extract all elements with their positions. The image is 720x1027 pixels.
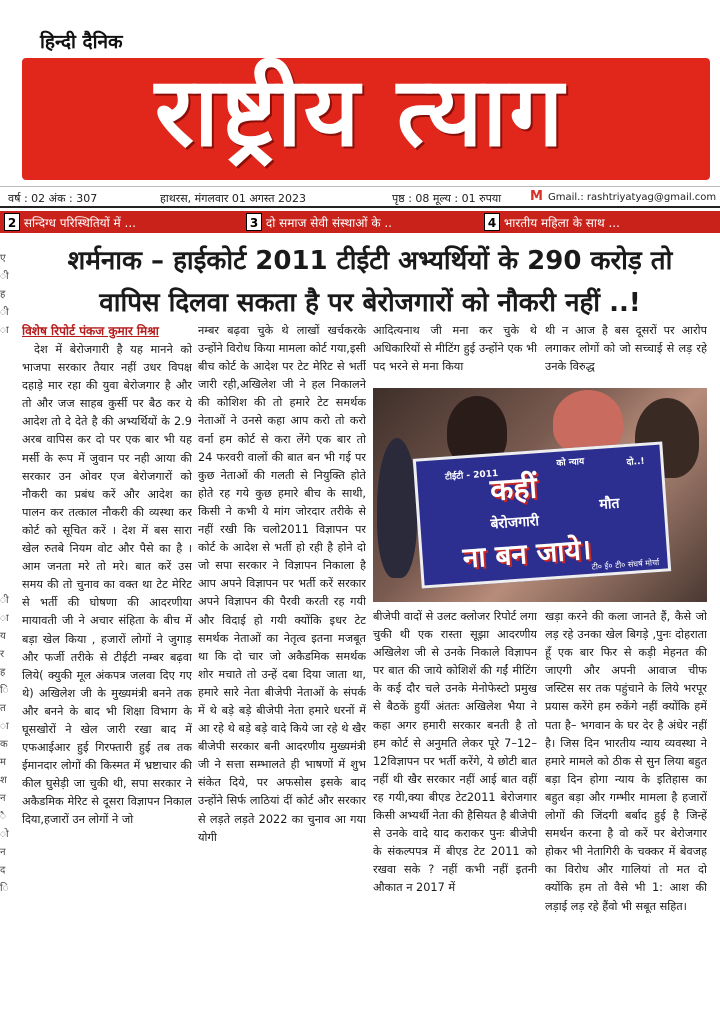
issue-number: वर्ष : 02 अंक : 307 [8, 192, 98, 205]
margin-fragment: ए [0, 253, 6, 264]
banner-text: दो..! [626, 456, 645, 468]
banner-text: को न्याय [556, 456, 585, 469]
masthead-title: राष्ट्रीय त्याग [154, 56, 566, 168]
teaser-item[interactable] [484, 211, 620, 233]
email-address[interactable]: Gmail.: rashtriyatyag@gmail.com [548, 192, 717, 203]
teaser-item[interactable] [4, 211, 136, 233]
teaser-text: सन्दिग्ध परिस्थितियों में ... [23, 216, 136, 230]
article-text-col3-top: आदित्यनाथ जी मना कर चुके थे अधिकारियों से मीटिंग हुई उन्होंने एक भी पद भरने से मना किया [373, 324, 537, 374]
article-column-3-bottom [373, 608, 537, 1027]
margin-fragment: ह [0, 289, 6, 300]
article-text-col3-bottom: बीजेपी वादों से उलट क्लोजर रिपोर्ट लगा चुकी थी एक रास्ता सूझा आदरणीय अखिलेश जी से उनके निकाले विज्ञापन पर बात की जाये कोशिशें की गईं मीटिंग के कई दौर चले उनके मेनोफेस्टो प्रमुख से बैठकें हुयीं अंततः अखिलेश भैया ने कहा अगर हमारी सरकार बनती है तो हम कोर्ट से अनुमति लेकर पूरे 7–12–12विज्ञापन पर भर्ती करेंगे, ये छोटी बात नहीं थी खैर सरकार नहीं आई बात वहीं रह गयी,क्या बीएड टेट2011 बेरोजगार किसी अभ्यर्थी नेता की हैसियत है बीजेपी से उनके वादे याद कराकर पुनः बीजेपी के संकल्पपत्र में बीएड टेट 2011 को रखवा सके ? नहीं कभी नहीं इतनी औकात न 2017 में [373, 610, 537, 895]
left-margin-fragments [0, 240, 12, 1027]
margin-fragment: न [0, 793, 6, 804]
banner-text: मौत [598, 495, 620, 513]
headline-line-2: वापिस दिलवा सकता है पर बेरोजगारों को नौकरी नहीं ..! [99, 288, 641, 318]
teaser-page-number: 2 [4, 213, 20, 231]
teaser-text: दो समाज सेवी संस्थाओं के .. [265, 216, 392, 230]
article-text-col4-top: थी न आज है बस दूसरों पर आरोप लगाकर लोगों को जो सच्चाई से लड़ रहे उनके विरुद्ध [545, 324, 707, 374]
margin-fragment: द [0, 865, 6, 876]
byline: विशेष रिपोर्ट पंकज कुमार मिश्रा [22, 324, 159, 338]
margin-fragment: ि [0, 883, 9, 894]
margin-fragment: म [0, 757, 6, 768]
article-text-col4-bottom: खड़ा करने की कला जानते हैं, कैसे जो लड़ रहे उनका खेल बिगड़े ,पुनः दोहराता हूँ एक बार फिर से कड़ी मेहनत की जाएगी और अपनी आवाज चीफ जस्टिस सर तक पहुंचाने के लिये भरपूर प्रयास करेंगे हम रुकेंगे नहीं क्योंकि हमें पता है– भगवान के घर देर है अंधेर नहीं है। जिस दिन भारतीय न्याय व्यवस्था ने हमारे मामले को ठीक से सुन लिया बहुत बड़ा दिन होगा न्याय के इतिहास का बहुत बड़ा और गम्भीर मामला है हजारों लोगों की जिंदगी बर्बाद हुई है जिन्हें समर्थन करना है वो करें पर बेरोजगार होकर भी नेतागिरी के चक्कर में बेवजह का विरोध और गालियां तो मत दो क्योंकि हम तो वैसे भी 1: आश की लड़ाई लड़ रहे हैंवो भी सबूत सहित। [545, 610, 707, 913]
article-column-2 [198, 322, 366, 1027]
margin-fragment: ै [0, 811, 6, 822]
margin-fragment: ा [0, 721, 9, 732]
banner-text: ना बन जाये। [461, 532, 593, 575]
margin-fragment: ी [0, 271, 9, 282]
pages-price: पृष्ठ : 08 मूल्य : 01 रुपया [392, 192, 502, 205]
article-column-3-top [373, 322, 537, 382]
margin-fragment: ा [0, 325, 9, 336]
protest-photo [373, 388, 707, 602]
banner-text: टी० ई० टी० संघर्ष मोर्चा [591, 557, 660, 572]
masthead [0, 0, 720, 185]
banner-text: बेरोजगारी [489, 513, 540, 533]
margin-fragment: ि [0, 685, 9, 696]
article-text-col2: नम्बर बढ़वा चुके थे लाखों खर्चकरके उन्होंने विरोध किया मामला कोर्ट गया,इसी बीच कोर्ट के आदेश पर टेट मेरिट से भर्ती जारी रही,अखिलेश जी ने हल निकालने की कोशिश की तो हमारे टेट समर्थक नेताओं ने उनसे कहा आप करो तो करो वर्ना हम कोर्ट से करा लेंगे एक बार तो 24 फरवरी वालों की बात बन भी गई पर कुछ नेताओं की गलती से नियुक्ति होते होते रह गये कुछ हमारे बीच के साथी, किसी ने कभी ये मांग जोरदार तरीके से नहीं रखी कि चलो2011 विज्ञापन पर कोर्ट के आदेश से भर्ती हो रही है होने दो जो सपा सरकार ने विज्ञापन निकाला है आप अपने विज्ञापन पर भर्ती करें सरकार अपने विज्ञापन की पैरवी करती रह गयी और विदाई हो गयी क्योंकि इधर टेट समर्थक नेताओं का नेतृत्व इतना मजबूत था कि दो चार जो अकैडमिक समर्थक शोर मचाते तो उन्हें दबा दिया जाता था, हमारे सारे नेता बीजेपी नेताओं के संपर्क में थे बड़े बड़े बीजेपी नेता हमारे धरनों में आ रहे थे बड़े बड़े वादे किये जा रहे थे खैर बीजेपी सरकार बनी आदरणीय मुख्यमंत्री जी ने सत्ता सम्भालते ही भाषणों में शुभ संकेत दिये, पर अफसोस इसके बाद उन्होंने सिर्फ लाठियां दीं कोर्ट और सरकार से लड़ते लड़ते 2022 का चुनाव आ गया योगी [198, 324, 366, 844]
margin-fragment: ा [0, 613, 9, 624]
margin-fragment: ो [0, 829, 9, 840]
teaser-text: भारतीय महिला के साथ ... [503, 216, 620, 230]
margin-fragment: ी [0, 307, 9, 318]
banner-text: टीईटी - 2011 [444, 468, 499, 483]
headline [20, 240, 720, 324]
protester-figure [377, 438, 417, 578]
headline-line-1: शर्मनाक – हाईकोर्ट 2011 टीईटी अभ्यर्थियों के 290 करोड़ तो [67, 246, 673, 276]
article-text-col1: देश में बेरोजगारी है यह मानने को भाजपा सरकार तैयार नहीं उधर विपक्ष दहाड़े मार रहा की युवा बेरोजगार है और तो और जज साहब कुर्सी पर बैठ कर ये आदेश तो दे देते है की अभ्यर्थियों के 2.9 अरब वापिस कर दो पर एक बार भी यह मर्सी के रूप में जुवान पर नही आया की सरकार उन ओवर एज बेरोजगारों को नौकरी का प्रबंध करें और आदेश का पालन कर तत्काल नौकरी की व्यस्था कर कोर्ट को सूचित करें । देश में बस सारा खेल रुतबे नियम वोट और पैसे का है । आम जनता मरे तो मरे। बात करें उस समय की तो चुनाव का वक्त था टेट मेरिट से भर्ती की घोषणा की आदरणीया मायावती जी ने अचार संहिता के बीच में बड़ा खेल किया , हजारों लोगों ने जुगाड़ और फर्जी तरीके से टीईटी नम्बर बढ़वा लिये( क्युकी मूल अंकपत्र जलवा दिए गए थे) अखिलेश जी के मुख्यमंत्री बनने तक और बनने के बाद भी शिक्षा विभाग के घूसखोरों ने खेल जारी रखा बाद में एफआईआर हुई गिरफ्तारी हुई तब तक ईमानदार लोगों की किस्मत में भ्रष्टाचार की कील घुसेड़ी जा चुकी थी, सपा सरकार ने अकैडमिक मेरिट से दूसरा विज्ञापन निकाल दिया,हजारों उन लोगों ने जो [22, 343, 192, 827]
article-column-4-bottom [545, 608, 707, 1027]
gmail-icon: M [530, 189, 543, 204]
article-column-1 [22, 322, 192, 1027]
issue-info-line [0, 186, 720, 208]
teaser-item[interactable] [246, 211, 392, 233]
margin-fragment: न [0, 847, 6, 858]
teaser-strip [0, 211, 720, 233]
margin-fragment: श [0, 775, 7, 786]
margin-fragment: क [0, 739, 8, 750]
article-column-4-top [545, 322, 707, 382]
margin-fragment: त [0, 703, 6, 714]
margin-fragment: र [0, 649, 5, 660]
margin-fragment: ह [0, 667, 6, 678]
teaser-page-number: 3 [246, 213, 262, 231]
place-date: हाथरस, मंगलवार 01 अगस्त 2023 [160, 192, 306, 205]
teaser-page-number: 4 [484, 213, 500, 231]
banner-text: कहीं [488, 470, 539, 509]
margin-fragment: ी [0, 595, 9, 606]
margin-fragment: य [0, 631, 6, 642]
masthead-kicker: हिन्दी दैनिक [40, 31, 123, 53]
protest-banner [413, 441, 671, 588]
